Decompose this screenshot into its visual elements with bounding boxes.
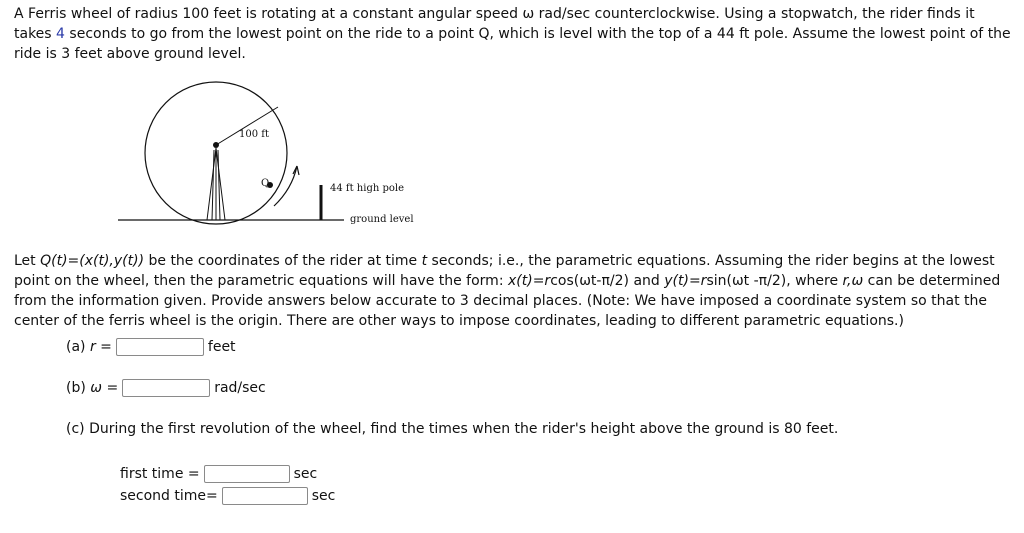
desc-t-variable: t (421, 253, 428, 269)
part-a-equals: = (95, 339, 112, 355)
first-time-label: first time = (120, 466, 200, 482)
pole-label: 44 ft high pole (330, 183, 404, 194)
first-time-unit: sec (293, 466, 318, 482)
second-time-row (120, 485, 335, 507)
part-c-text: (c) During the first revolution of the wheel, find the times when the rider's height above the ground is 80 feet. (66, 421, 839, 437)
part-b-row (66, 377, 266, 399)
omega-answer-input[interactable] (122, 379, 210, 397)
desc-y-equation: y(t)=r (664, 273, 707, 289)
second-time-label: second time= (120, 488, 218, 504)
desc-text-1: Let (14, 253, 41, 269)
part-a-row (66, 336, 236, 358)
first-time-row (120, 463, 317, 485)
part-a-unit: feet (207, 339, 236, 355)
second-time-input[interactable] (222, 487, 308, 505)
part-a-prefix: (a) (66, 339, 90, 355)
desc-q-definition: Q(t)=(x(t),y(t)) (40, 253, 145, 269)
first-time-input[interactable] (204, 465, 290, 483)
desc-text-2: be the coordinates of the rider at time (144, 253, 422, 269)
r-answer-input[interactable] (116, 338, 204, 356)
intro-seconds-value: 4 (56, 26, 65, 42)
problem-description (14, 251, 1012, 331)
ground-label: ground level (350, 214, 414, 225)
part-a-variable: r (89, 339, 96, 355)
part-b-variable: ω (90, 380, 102, 396)
point-q-label: Q (261, 178, 270, 189)
problem-intro (14, 4, 1012, 64)
desc-text-4: and (629, 273, 665, 289)
desc-text-3: seconds; i.e., the parametric equations. Assuming the rider begins at the lowest point on the wheel, then the parametric equations will have the form: (14, 253, 995, 289)
intro-text-2: seconds to go from the lowest point on the ride to a point Q, which is level with the top of a 44 ft pole. Assume the lowest point of the ride is 3 feet above ground level. (14, 26, 1011, 62)
intro-text-1: A Ferris wheel of radius 100 feet is rotating at a constant angular speed ω rad/sec counterclockwise. Using a stopwatch, the rider finds it takes (14, 6, 975, 42)
wheel-support-tower (207, 148, 225, 220)
desc-r-omega: r,ω (842, 273, 864, 289)
desc-text-6: can be determined from the information given. Provide answers below accurate to 3 decimal places. (Note: We have imposed a coordinate system so that the center of the ferris wheel is the origin. There are other ways to impose coordinates, leading to different parametric equations.) (14, 273, 1001, 329)
ferris-wheel-figure (118, 78, 428, 230)
part-c-question (66, 418, 838, 440)
desc-x-function: cos(ωt-π/2) (550, 273, 629, 289)
desc-y-function: sin(ωt -π/2) (706, 273, 787, 289)
desc-text-5: , where (786, 273, 843, 289)
desc-x-equation: x(t)=r (508, 273, 551, 289)
part-b-equals: = (102, 380, 119, 396)
part-b-prefix: (b) (66, 380, 91, 396)
part-b-unit: rad/sec (214, 380, 266, 396)
second-time-unit: sec (311, 488, 336, 504)
radius-label: 100 ft (239, 129, 269, 140)
